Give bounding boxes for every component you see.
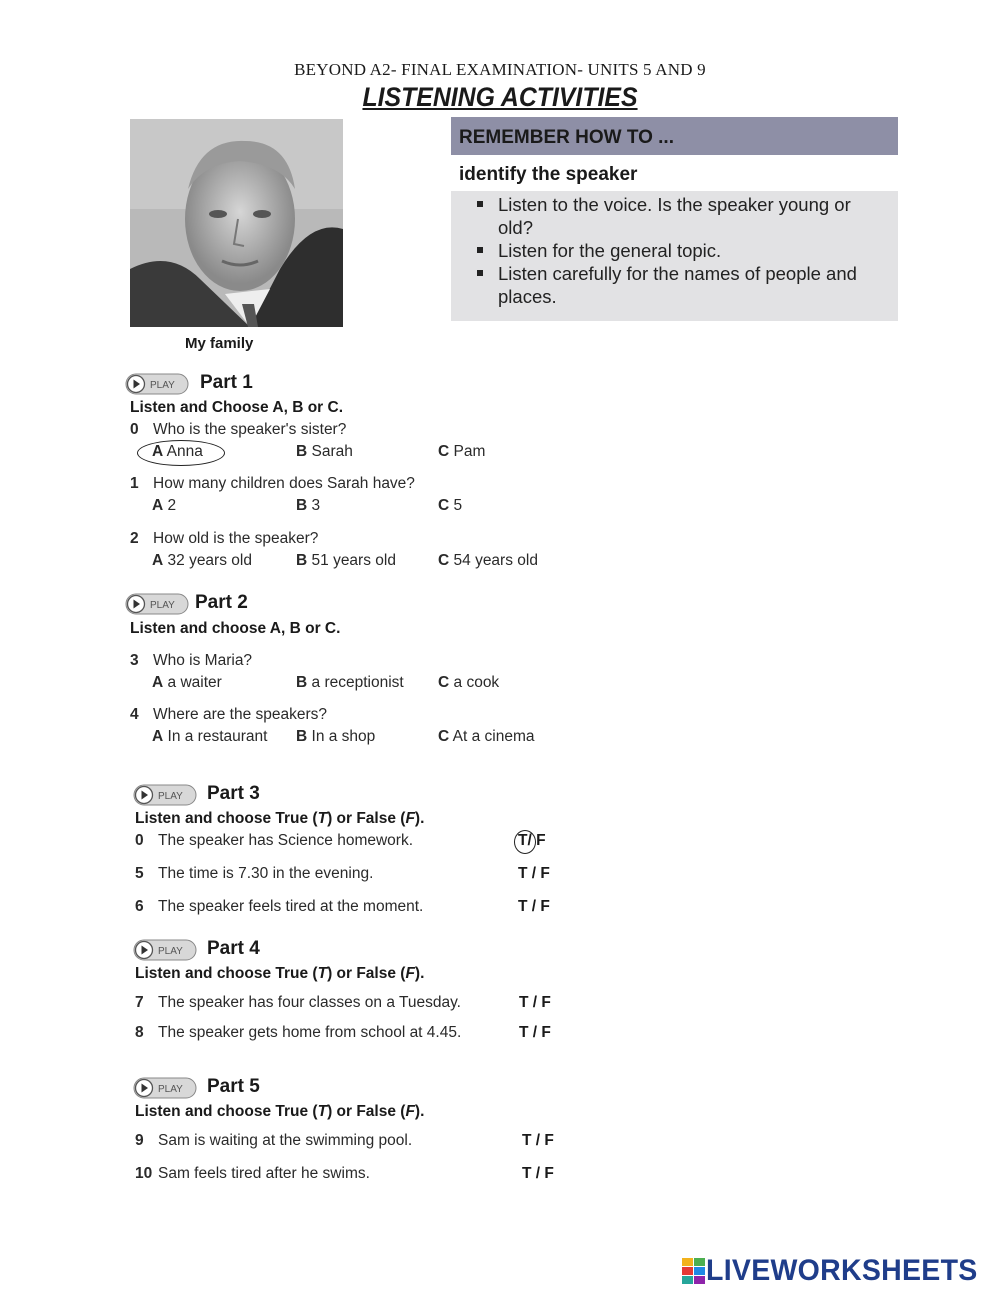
- option-a[interactable]: A a waiter: [152, 674, 222, 691]
- play-label: PLAY: [158, 1084, 183, 1095]
- option-a[interactable]: A 2: [152, 497, 177, 514]
- part5-title: Part 5: [207, 1076, 260, 1097]
- tips-list: [451, 193, 898, 308]
- question-row: 2 How old is the speaker?: [130, 530, 319, 547]
- part2-instruction: Listen and choose A, B or C.: [130, 620, 341, 637]
- play-label: PLAY: [158, 791, 183, 802]
- statement-row: 7 The speaker has four classes on a Tuesday.: [135, 994, 461, 1011]
- option-b[interactable]: B Sarah: [296, 443, 353, 460]
- remember-subheading: identify the speaker: [451, 155, 898, 191]
- statement-row: 8 The speaker gets home from school at 4.45.: [135, 1024, 462, 1041]
- speaker-photo: [130, 119, 343, 327]
- option-c[interactable]: C Pam: [438, 443, 486, 460]
- play-label: PLAY: [150, 600, 175, 611]
- option-a[interactable]: A In a restaurant: [152, 728, 268, 745]
- logo-icon: [682, 1258, 706, 1284]
- play-button[interactable]: [133, 939, 197, 961]
- part1-title: Part 1: [200, 372, 253, 393]
- play-button[interactable]: [133, 1077, 197, 1099]
- option-c[interactable]: C 54 years old: [438, 552, 538, 569]
- play-button[interactable]: [133, 784, 197, 806]
- question-row: 1 How many children does Sarah have?: [130, 475, 415, 492]
- part2-title: Part 2: [195, 592, 248, 613]
- bullet-icon: [477, 201, 483, 207]
- play-label: PLAY: [150, 380, 175, 391]
- option-c[interactable]: C At a cinema: [438, 728, 535, 745]
- answer-circle: [137, 440, 225, 466]
- true-false-choice[interactable]: T / F: [519, 994, 551, 1011]
- bullet-icon: [477, 270, 483, 276]
- part3-title: Part 3: [207, 783, 260, 804]
- option-b[interactable]: B a receptionist: [296, 674, 404, 691]
- liveworksheets-logo[interactable]: [682, 1255, 992, 1287]
- true-false-choice[interactable]: T / F: [518, 865, 550, 882]
- question-row: 4 Where are the speakers?: [130, 706, 328, 723]
- bullet-icon: [477, 247, 483, 253]
- part4-title: Part 4: [207, 938, 260, 959]
- tip-item: Listen to the voice. Is the speaker young or old?: [451, 193, 868, 239]
- page-title: LISTENING ACTIVITIES: [362, 82, 638, 112]
- tip-item: Listen carefully for the names of people and places.: [451, 262, 868, 308]
- statement-row: 0 The speaker has Science homework.: [135, 832, 414, 849]
- option-c[interactable]: C a cook: [438, 674, 500, 691]
- play-label: PLAY: [158, 946, 183, 957]
- tip-item: Listen for the general topic.: [451, 239, 868, 262]
- photo-caption: My family: [185, 335, 254, 352]
- option-b[interactable]: B 51 years old: [296, 552, 396, 569]
- true-false-choice[interactable]: T/ F: [518, 832, 546, 849]
- option-a[interactable]: A Anna: [152, 443, 203, 460]
- part5-instruction: Listen and choose True (T) or False (F).: [135, 1103, 425, 1120]
- option-c[interactable]: C 5: [438, 497, 463, 514]
- option-b[interactable]: B 3: [296, 497, 321, 514]
- part3-instruction: Listen and choose True (T) or False (F).: [135, 810, 425, 827]
- exam-subtitle: BEYOND A2- FINAL EXAMINATION- UNITS 5 AND 9: [294, 60, 706, 79]
- remember-heading: REMEMBER HOW TO ...: [451, 117, 898, 155]
- statement-row: 9 Sam is waiting at the swimming pool.: [135, 1132, 413, 1149]
- logo-text: LIVEWORKSHEETS: [706, 1254, 978, 1287]
- question-row: 3 Who is Maria?: [130, 652, 253, 669]
- option-a[interactable]: A 32 years old: [152, 552, 252, 569]
- statement-row: 10 Sam feels tired after he swims.: [135, 1165, 370, 1182]
- question-row: 0 Who is the speaker's sister?: [130, 421, 347, 438]
- true-false-choice[interactable]: T / F: [519, 1024, 551, 1041]
- part4-instruction: Listen and choose True (T) or False (F).: [135, 965, 425, 982]
- true-false-choice[interactable]: T / F: [518, 898, 550, 915]
- statement-row: 6 The speaker feels tired at the moment.: [135, 898, 424, 915]
- answer-circle: [514, 830, 536, 854]
- option-b[interactable]: B In a shop: [296, 728, 376, 745]
- true-false-choice[interactable]: T / F: [522, 1132, 554, 1149]
- remember-box: [451, 117, 898, 321]
- play-button[interactable]: [125, 373, 189, 395]
- play-button[interactable]: [125, 593, 189, 615]
- true-false-choice[interactable]: T / F: [522, 1165, 554, 1182]
- part1-instruction: Listen and Choose A, B or C.: [130, 399, 343, 416]
- statement-row: 5 The time is 7.30 in the evening.: [135, 865, 374, 882]
